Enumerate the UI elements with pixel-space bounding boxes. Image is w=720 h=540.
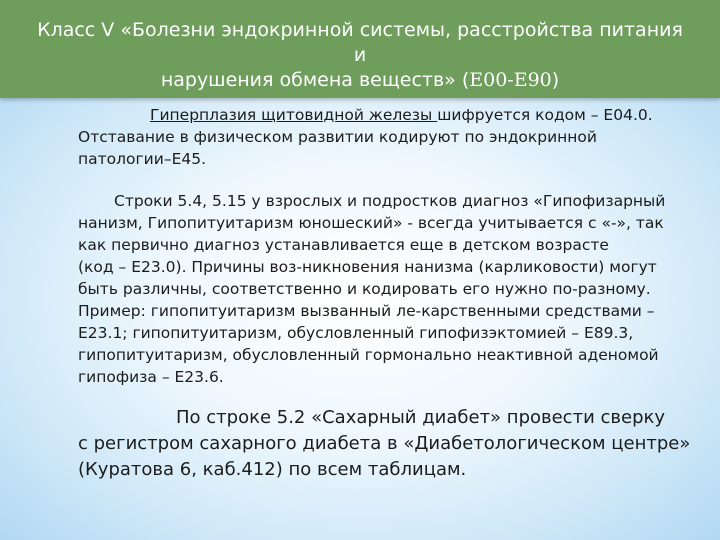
paragraph-thyroid	[78, 104, 678, 170]
p1-line-3: патологии–Е45.	[78, 150, 207, 168]
p2-line: Е23.1; гипопитуитаризм, обусловленный гипофизэктомией – Е89.3,	[78, 324, 634, 342]
p2-line	[78, 190, 688, 212]
p1-underlined-term: Гиперплазия щитовидной железы	[150, 106, 438, 124]
title-line-1: Класс V «Болезни эндокринной системы, расстройства питания и	[37, 19, 683, 66]
title-code-range: Е00-Е90	[469, 69, 552, 91]
p2-line: как первично диагноз устанавливается еще в детском возрасте	[78, 236, 609, 254]
paragraph-nanism	[78, 190, 688, 388]
p2-line: Пример: гипопитуитаризм вызванный ле-карственными средствами –	[78, 302, 655, 320]
p1-line-2: Отставание в физическом развитии кодируют по эндокринной	[78, 128, 597, 146]
title-line-2-suffix: )	[551, 69, 560, 91]
p2-line: быть различны, соответственно и кодировать его нужно по-разному.	[78, 280, 651, 298]
p2-line: нанизм, Гипопитуитаризм юношеский» - всегда учитывается с «-», так	[78, 214, 664, 232]
p3-line: с регистром сахарного диабета в «Диабетологическом центре»	[78, 433, 691, 454]
p1-line-1-rest: шифруется кодом – Е04.0.	[437, 106, 653, 124]
slide-title	[30, 18, 690, 93]
p3-line	[78, 405, 698, 431]
title-bar	[0, 0, 720, 98]
p2-line: (код – Е23.0). Причины воз-никновения нанизма (карликовости) могут	[78, 258, 657, 276]
title-line-2	[30, 68, 690, 93]
p2-line: гипопитуитаризм, обусловленный гормонально неактивной аденомой	[78, 346, 659, 364]
p2-line-text: Строки 5.4, 5.15 у взрослых и подростков диагноз «Гипофизарный	[114, 192, 666, 210]
paragraph-diabetes	[78, 405, 698, 483]
p2-line: гипофиза – Е23.6.	[78, 368, 224, 386]
p3-line: (Куратова 6, каб.412) по всем таблицам.	[78, 459, 467, 480]
p3-line-text: По строке 5.2 «Сахарный диабет» провести сверку	[176, 407, 666, 428]
title-line-2-prefix: нарушения обмена веществ» (	[160, 69, 470, 91]
p1-line-1	[78, 104, 678, 126]
